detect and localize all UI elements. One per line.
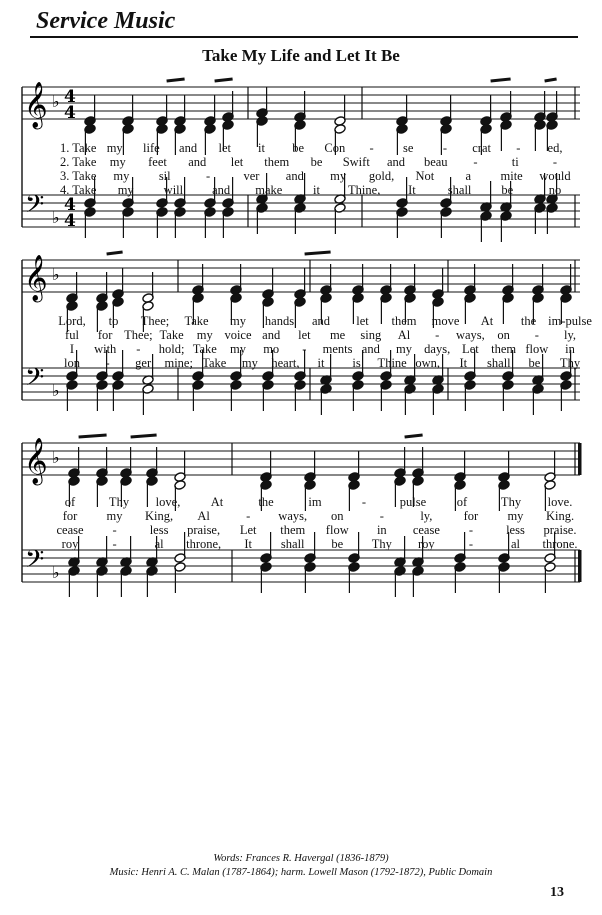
treble-clef: 𝄞 (24, 255, 48, 301)
flat-sign: ♭ (52, 92, 60, 111)
lyric-syllable: - (442, 141, 448, 155)
lyric-syllable: it (317, 356, 325, 370)
lyric-syllable: Al (197, 509, 210, 523)
lyric-syllable: At (210, 495, 224, 509)
flat-sign: ♭ (52, 208, 60, 227)
lyric-syllable: heart, (271, 356, 300, 370)
lyric-syllable: roy (418, 537, 435, 551)
lyric-syllable: them (280, 523, 306, 537)
bass-clef: 𝄢 (25, 545, 45, 580)
lyric-syllable: the (520, 314, 537, 328)
lyric-syllable: my (117, 183, 134, 197)
lyric-syllable: - (302, 342, 307, 356)
lyric-syllable: al (510, 537, 520, 551)
lyric-syllable: my (230, 342, 246, 356)
lyric-syllable: hold; (158, 342, 185, 356)
lyric-syllable: in (565, 342, 575, 356)
lyric-syllable: the (258, 495, 274, 509)
lyric-syllable: of (456, 495, 468, 509)
lyric-syllable: praise, (187, 523, 221, 537)
lyric-syllable: for (97, 328, 113, 342)
flat-sign: ♭ (52, 563, 60, 582)
lyric-syllable: would (539, 169, 571, 183)
final-barline (578, 550, 582, 582)
lyric-syllable: Take (159, 328, 184, 342)
lyric-syllable: Con (324, 141, 346, 155)
lyric-syllable: on (497, 328, 510, 342)
time-signature-top: 4 (64, 87, 76, 107)
lyric-syllable: in (376, 523, 387, 537)
lyric-syllable: Let (239, 523, 257, 537)
lyric-syllable: Thy (371, 537, 392, 551)
lyric-syllable: shall (487, 356, 511, 370)
lyric-syllable: - (534, 328, 539, 342)
lyric-syllable: im (308, 495, 322, 509)
time-signature-bottom: 4 (64, 103, 76, 123)
beam (405, 435, 423, 437)
lyric-syllable: 1. Take (60, 141, 97, 155)
lyric-syllable: Take (184, 314, 209, 328)
lyric-syllable: flow (325, 523, 349, 537)
lyric-syllable: Thy (559, 356, 581, 370)
lyric-syllable: on (331, 509, 344, 523)
lyric-syllable: with (94, 342, 117, 356)
lyric-syllable: days, (424, 342, 451, 356)
lyric-syllable: is (352, 356, 361, 370)
lyric-syllable: - (361, 495, 367, 509)
lyric-syllable: my (507, 509, 524, 523)
lyric-syllable: - (435, 328, 440, 342)
lyric-syllable: flow (525, 342, 549, 356)
treble-clef: 𝄞 (24, 438, 48, 484)
lyric-syllable: It (244, 537, 252, 551)
lyric-syllable: will (163, 183, 184, 197)
lyric-syllable: be (528, 356, 541, 370)
lyric-syllable: lon (64, 356, 80, 370)
lyric-syllable: - (112, 537, 117, 551)
lyric-syllable: and (285, 169, 304, 183)
page-number: 13 (550, 885, 564, 900)
lyric-syllable: - (516, 141, 521, 155)
lyric-syllable: shall (280, 537, 305, 551)
lyric-syllable: Thine (377, 356, 407, 370)
lyric-syllable: praise. (543, 523, 577, 537)
lyric-syllable: 2. Take (60, 155, 97, 169)
bass-clef: 𝄢 (25, 363, 45, 398)
words-credit: Words: Frances R. Havergal (1836-1879) (213, 853, 389, 864)
lyric-syllable: throne, (186, 537, 222, 551)
lyric-syllable: no (548, 183, 562, 197)
lyric-syllable: and (179, 141, 198, 155)
lyric-syllable: be (310, 155, 323, 169)
lyric-syllable: move (431, 314, 460, 328)
lyric-syllable: be (292, 141, 305, 155)
lyric-syllable: ti (511, 155, 519, 169)
beam (131, 435, 157, 437)
lyric-syllable: them (391, 314, 417, 328)
hymn-title: Take My Life and Let It Be (202, 46, 400, 65)
lyric-syllable: less (149, 523, 169, 537)
lyric-syllable: be (331, 537, 344, 551)
beam (79, 435, 107, 437)
lyric-syllable: Al (397, 328, 411, 342)
lyric-syllable: hands (264, 314, 295, 328)
lyric-syllable: to (108, 314, 119, 328)
lyric-syllable: and (188, 155, 207, 169)
lyric-syllable: my (113, 169, 130, 183)
section-title: Service Music (36, 8, 176, 34)
lyric-syllable: im-pulse (548, 314, 592, 328)
lyric-syllable: Thee; (124, 328, 153, 342)
beam (491, 79, 511, 81)
lyric-syllable: Take (192, 342, 217, 356)
lyric-syllable: mo (263, 342, 280, 356)
lyric-syllable: my (396, 342, 412, 356)
lyric-syllable: al (154, 537, 164, 551)
lyric-syllable: cease (56, 523, 84, 537)
lyric-syllable: be (501, 183, 514, 197)
lyric-syllable: Swift (342, 155, 370, 169)
lyric-syllable: - (369, 141, 374, 155)
lyric-syllable: feet (148, 155, 167, 169)
beam (215, 79, 233, 81)
lyric-syllable: my (230, 314, 246, 328)
lyric-syllable: love, (155, 495, 181, 509)
lyric-syllable: 3. Take (60, 169, 97, 183)
lyric-syllable: Thine, (348, 183, 381, 197)
beam (107, 252, 123, 254)
lyric-syllable: - (105, 356, 110, 370)
lyric-syllable: and (386, 155, 406, 169)
lyric-syllable: crat (472, 141, 491, 155)
time-signature-top: 4 (64, 195, 76, 215)
lyric-syllable: make (255, 183, 283, 197)
lyric-syllable: It (408, 183, 416, 197)
lyric-syllable: it (313, 183, 320, 197)
lyric-syllable: own, (415, 356, 441, 370)
lyric-syllable: voice (224, 328, 252, 342)
lyric-syllable: King, (145, 509, 174, 523)
lyric-syllable: for (463, 509, 479, 523)
lyric-syllable: - (246, 509, 251, 523)
lyric-syllable: pulse (399, 495, 427, 509)
lyric-syllable: Thy (108, 495, 130, 509)
final-barline (578, 443, 582, 475)
lyric-syllable: Lord, (58, 314, 86, 328)
lyric-syllable: a (465, 169, 472, 183)
lyric-syllable: and (262, 328, 281, 342)
lyric-syllable: life (143, 141, 160, 155)
lyric-syllable: ver (243, 169, 260, 183)
lyric-syllable: - (468, 537, 473, 551)
lyric-syllable: and (212, 183, 231, 197)
music-credit: Music: Henri A. C. Malan (1787-1864); harm. Lowell Mason (1792-1872), Public Domain (109, 867, 493, 878)
lyric-syllable: and (311, 314, 331, 328)
lyric-syllable: of (64, 495, 76, 509)
lyric-syllable: I (69, 342, 75, 356)
lyric-syllable: ed, (547, 141, 563, 155)
lyric-syllable: Thee; (140, 314, 170, 328)
lyric-syllable: shall (447, 183, 472, 197)
lyric-syllable: - (205, 169, 211, 183)
lyric-syllable: King. (545, 509, 575, 523)
lyric-syllable: them (491, 342, 517, 356)
lyric-syllable: let (298, 328, 311, 342)
lyric-syllable: At (480, 314, 494, 328)
lyric-syllable: sil (158, 169, 171, 183)
lyric-syllable: ways, (455, 328, 485, 342)
lyric-syllable: let (218, 141, 232, 155)
lyric-syllable: gold, (368, 169, 395, 183)
lyric-syllable: my (196, 328, 213, 342)
lyric-syllable: - (473, 155, 478, 169)
beam (545, 79, 557, 81)
lyric-syllable: Thy (500, 495, 522, 509)
lyric-syllable: beau (423, 155, 448, 169)
lyric-syllable: se (403, 141, 414, 155)
lyric-syllable: cease (412, 523, 440, 537)
lyric-syllable: Take (202, 356, 227, 370)
time-signature-bottom: 4 (64, 211, 76, 231)
lyric-syllable: Not (415, 169, 435, 183)
beam (305, 252, 331, 254)
lyric-syllable: - (468, 523, 473, 537)
lyric-syllable: mine; (164, 356, 193, 370)
lyric-syllable: my (106, 509, 123, 523)
lyric-syllable: 4. Take (60, 183, 97, 197)
lyric-syllable: my (106, 141, 123, 155)
treble-clef: 𝄞 (24, 82, 48, 128)
lyric-syllable: - (379, 509, 384, 523)
lyric-syllable: let (356, 314, 369, 328)
lyric-syllable: mite (500, 169, 523, 183)
lyric-syllable: it (257, 141, 265, 155)
lyric-syllable: Let (462, 342, 479, 356)
lyric-syllable: love. (547, 495, 573, 509)
flat-sign: ♭ (52, 448, 60, 467)
lyric-syllable: them (264, 155, 290, 169)
lyric-syllable: ways, (278, 509, 308, 523)
lyric-syllable: me (329, 328, 346, 342)
bass-clef: 𝄢 (25, 190, 45, 225)
lyric-syllable: - (552, 155, 558, 169)
lyric-syllable: ments (322, 342, 353, 356)
lyric-syllable: my (109, 155, 126, 169)
lyric-syllable: let (230, 155, 244, 169)
beam (167, 79, 185, 81)
flat-sign: ♭ (52, 381, 60, 400)
lyric-syllable: my (241, 356, 258, 370)
lyric-syllable: and (361, 342, 380, 356)
lyric-syllable: It (459, 356, 468, 370)
lyric-syllable: roy (61, 537, 79, 551)
flat-sign: ♭ (52, 265, 60, 284)
lyric-syllable: less (506, 523, 525, 537)
lyric-syllable: - (112, 523, 117, 537)
lyric-syllable: ger (135, 356, 152, 370)
lyric-syllable: - (136, 342, 141, 356)
lyric-syllable: sing (360, 328, 382, 342)
lyric-syllable: my (330, 169, 347, 183)
lyric-syllable: ly, (563, 328, 577, 342)
lyric-syllable: ly, (420, 509, 433, 523)
lyric-syllable: for (62, 509, 78, 523)
lyric-syllable: ful (65, 328, 79, 342)
lyric-syllable: throne. (542, 537, 578, 551)
